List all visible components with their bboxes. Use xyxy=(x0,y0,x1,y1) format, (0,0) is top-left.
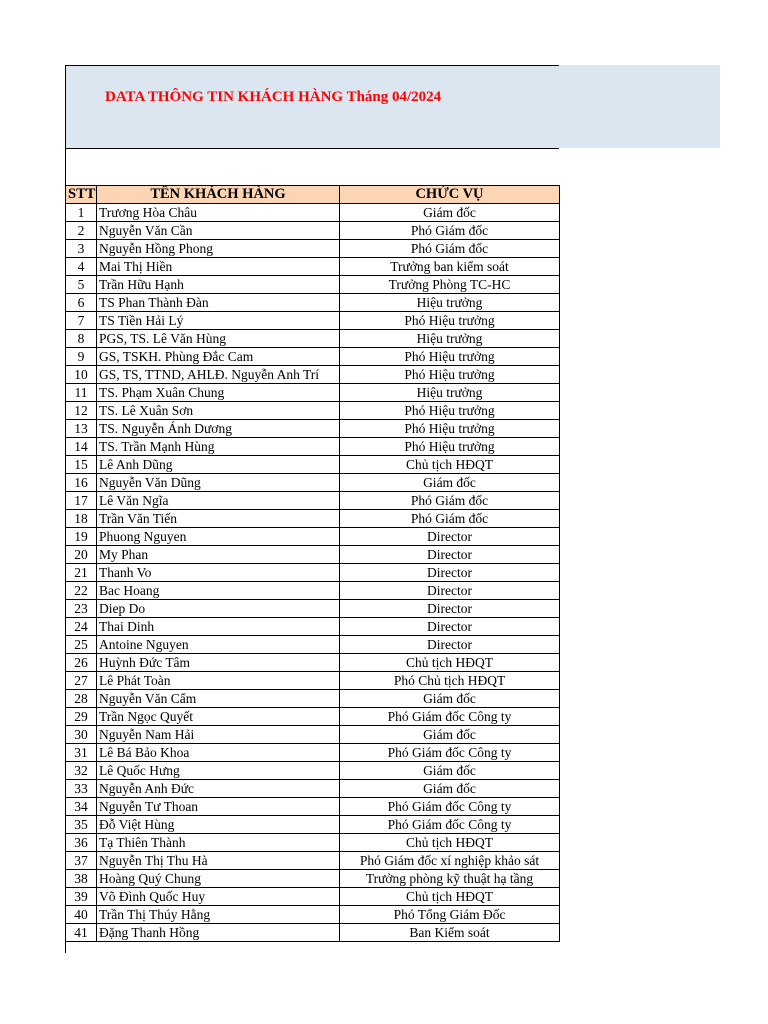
cell-customer-name[interactable]: Lê Bá Bảo Khoa xyxy=(97,744,340,762)
cell-stt[interactable]: 10 xyxy=(66,366,97,384)
column-header-stt[interactable]: STT xyxy=(66,186,97,204)
cell-stt[interactable]: 38 xyxy=(66,870,97,888)
cell-stt[interactable]: 9 xyxy=(66,348,97,366)
cell-customer-name[interactable]: Trần Văn Tiến xyxy=(97,510,340,528)
table-row xyxy=(66,888,560,906)
cell-role[interactable]: Ban Kiểm soát xyxy=(340,924,560,942)
cell-customer-name[interactable]: TS. Nguyễn Ánh Dương xyxy=(97,420,340,438)
cell-customer-name[interactable]: Thai Dinh xyxy=(97,618,340,636)
cell-role[interactable]: Giám đốc xyxy=(340,474,560,492)
cell-stt[interactable]: 11 xyxy=(66,384,97,402)
column-header-name[interactable]: TÊN KHÁCH HÀNG xyxy=(97,186,340,204)
cell-role[interactable]: Director xyxy=(340,546,560,564)
cell-customer-name[interactable]: Nguyễn Nam Hải xyxy=(97,726,340,744)
cell-customer-name[interactable]: Thanh Vo xyxy=(97,564,340,582)
cell-stt[interactable]: 12 xyxy=(66,402,97,420)
cell-role[interactable]: Trưởng Phòng TC-HC xyxy=(340,276,560,294)
cell-customer-name[interactable]: Trần Thị Thúy Hằng xyxy=(97,906,340,924)
cell-role[interactable]: Director xyxy=(340,600,560,618)
cell-stt[interactable]: 29 xyxy=(66,708,97,726)
table-row xyxy=(66,798,560,816)
cell-customer-name[interactable]: Bac Hoang xyxy=(97,582,340,600)
cell-customer-name[interactable]: TS Phan Thành Đàn xyxy=(97,294,340,312)
cell-role[interactable]: Director xyxy=(340,582,560,600)
cell-customer-name[interactable]: Võ Đình Quốc Huy xyxy=(97,888,340,906)
cell-role[interactable]: Phó Hiệu trưởng xyxy=(340,438,560,456)
table-row xyxy=(66,690,560,708)
table-row xyxy=(66,744,560,762)
cell-role[interactable]: Phó Giám đốc xyxy=(340,240,560,258)
table-row xyxy=(66,564,560,582)
table-row xyxy=(66,870,560,888)
table-row xyxy=(66,294,560,312)
cell-customer-name[interactable]: Lê Anh Dũng xyxy=(97,456,340,474)
cell-customer-name[interactable]: GS, TSKH. Phùng Đắc Cam xyxy=(97,348,340,366)
cell-role[interactable]: Hiệu trưởng xyxy=(340,330,560,348)
cell-stt[interactable]: 28 xyxy=(66,690,97,708)
cell-customer-name[interactable]: Lê Văn Ngĩa xyxy=(97,492,340,510)
table-row xyxy=(66,510,560,528)
cell-stt[interactable]: 19 xyxy=(66,528,97,546)
cell-stt[interactable]: 8 xyxy=(66,330,97,348)
cell-role[interactable]: Giám đốc xyxy=(340,726,560,744)
cell-stt[interactable]: 34 xyxy=(66,798,97,816)
table-row xyxy=(66,474,560,492)
cell-stt[interactable]: 27 xyxy=(66,672,97,690)
table-row xyxy=(66,816,560,834)
cell-stt[interactable]: 33 xyxy=(66,780,97,798)
cell-customer-name[interactable]: GS, TS, TTND, AHLĐ. Nguyễn Anh Trí xyxy=(97,366,340,384)
table-row xyxy=(66,528,560,546)
table-row xyxy=(66,366,560,384)
cell-customer-name[interactable]: TS. Lê Xuân Sơn xyxy=(97,402,340,420)
cell-stt[interactable]: 23 xyxy=(66,600,97,618)
cell-role[interactable]: Phó Giám đốc xyxy=(340,492,560,510)
cell-stt[interactable]: 17 xyxy=(66,492,97,510)
cell-stt[interactable]: 22 xyxy=(66,582,97,600)
cell-customer-name[interactable]: Lê Quốc Hưng xyxy=(97,762,340,780)
table-row xyxy=(66,348,560,366)
title-row-divider xyxy=(65,148,559,149)
cell-stt[interactable]: 40 xyxy=(66,906,97,924)
table-row xyxy=(66,654,560,672)
cell-role[interactable]: Phó Giám đốc xyxy=(340,222,560,240)
table-row xyxy=(66,906,560,924)
table-row xyxy=(66,852,560,870)
cell-stt[interactable]: 14 xyxy=(66,438,97,456)
table-row xyxy=(66,312,560,330)
cell-stt[interactable]: 5 xyxy=(66,276,97,294)
cell-customer-name[interactable]: Nguyễn Hồng Phong xyxy=(97,240,340,258)
cell-role[interactable]: Phó Giám đốc Công ty xyxy=(340,816,560,834)
cell-role[interactable]: Chủ tịch HĐQT xyxy=(340,888,560,906)
cell-customer-name[interactable]: Đặng Thanh Hồng xyxy=(97,924,340,942)
cell-stt[interactable]: 39 xyxy=(66,888,97,906)
table-row xyxy=(66,420,560,438)
cell-customer-name[interactable]: Nguyễn Thị Thu Hà xyxy=(97,852,340,870)
table-row xyxy=(66,582,560,600)
cell-customer-name[interactable]: My Phan xyxy=(97,546,340,564)
cell-role[interactable]: Chủ tịch HĐQT xyxy=(340,456,560,474)
cell-role[interactable]: Giám đốc xyxy=(340,204,560,222)
cell-customer-name[interactable]: Diep Do xyxy=(97,600,340,618)
cell-role[interactable]: Director xyxy=(340,564,560,582)
cell-customer-name[interactable]: Nguyễn Văn Dũng xyxy=(97,474,340,492)
cell-customer-name[interactable]: PGS, TS. Lê Văn Hùng xyxy=(97,330,340,348)
cell-role[interactable]: Phó Hiệu trưởng xyxy=(340,402,560,420)
table-row xyxy=(66,924,560,942)
cell-role[interactable]: Giám đốc xyxy=(340,690,560,708)
table-row xyxy=(66,708,560,726)
cell-customer-name[interactable]: TS. Trần Mạnh Hùng xyxy=(97,438,340,456)
cell-customer-name[interactable]: TS Tiền Hải Lý xyxy=(97,312,340,330)
cell-stt[interactable]: 3 xyxy=(66,240,97,258)
cell-customer-name[interactable]: Phuong Nguyen xyxy=(97,528,340,546)
cell-customer-name[interactable]: Nguyễn Văn Cần xyxy=(97,222,340,240)
cell-stt[interactable]: 16 xyxy=(66,474,97,492)
sheet-title: DATA THÔNG TIN KHÁCH HÀNG Tháng 04/2024 xyxy=(105,89,442,105)
cell-customer-name[interactable]: Trương Hòa Châu xyxy=(97,204,340,222)
cell-customer-name[interactable]: Nguyễn Anh Đức xyxy=(97,780,340,798)
table-row xyxy=(66,456,560,474)
table-body xyxy=(66,204,560,942)
table-row xyxy=(66,204,560,222)
cell-role[interactable]: Phó Giám đốc Công ty xyxy=(340,708,560,726)
table-row xyxy=(66,276,560,294)
cell-role[interactable]: Director xyxy=(340,528,560,546)
cell-customer-name[interactable]: Nguyễn Văn Cẩm xyxy=(97,690,340,708)
cell-stt[interactable]: 7 xyxy=(66,312,97,330)
table-row xyxy=(66,492,560,510)
cell-stt[interactable]: 31 xyxy=(66,744,97,762)
cell-role[interactable]: Phó Chủ tịch HĐQT xyxy=(340,672,560,690)
cell-role[interactable]: Phó Giám đốc xí nghiệp khảo sát xyxy=(340,852,560,870)
cell-stt[interactable]: 36 xyxy=(66,834,97,852)
cell-stt[interactable]: 1 xyxy=(66,204,97,222)
cell-customer-name[interactable]: Lê Phát Toàn xyxy=(97,672,340,690)
cell-role[interactable]: Phó Hiệu trưởng xyxy=(340,366,560,384)
cell-stt[interactable]: 32 xyxy=(66,762,97,780)
cell-role[interactable]: Chủ tịch HĐQT xyxy=(340,654,560,672)
table-row xyxy=(66,384,560,402)
cell-customer-name[interactable]: Trần Hữu Hạnh xyxy=(97,276,340,294)
cell-role[interactable]: Phó Giám đốc xyxy=(340,510,560,528)
table-header-row xyxy=(66,186,560,204)
cell-role[interactable]: Phó Hiệu trưởng xyxy=(340,420,560,438)
cell-stt[interactable]: 4 xyxy=(66,258,97,276)
cell-customer-name[interactable]: Tạ Thiên Thành xyxy=(97,834,340,852)
cell-role[interactable]: Trưởng phòng kỹ thuật hạ tầng xyxy=(340,870,560,888)
cell-role[interactable]: Giám đốc xyxy=(340,762,560,780)
cell-stt[interactable]: 25 xyxy=(66,636,97,654)
table-row xyxy=(66,438,560,456)
cell-stt[interactable]: 13 xyxy=(66,420,97,438)
cell-stt[interactable]: 6 xyxy=(66,294,97,312)
cell-customer-name[interactable]: Huỳnh Đức Tâm xyxy=(97,654,340,672)
cell-role[interactable]: Phó Hiệu trưởng xyxy=(340,312,560,330)
table-row xyxy=(66,330,560,348)
cell-stt[interactable]: 35 xyxy=(66,816,97,834)
table-row xyxy=(66,258,560,276)
cell-stt[interactable]: 41 xyxy=(66,924,97,942)
cell-role[interactable]: Director xyxy=(340,636,560,654)
table-row xyxy=(66,726,560,744)
cell-role[interactable]: Giám đốc xyxy=(340,780,560,798)
cell-role[interactable]: Phó Hiệu trưởng xyxy=(340,348,560,366)
cell-role[interactable]: Hiệu trưởng xyxy=(340,294,560,312)
cell-stt[interactable]: 18 xyxy=(66,510,97,528)
table-row xyxy=(66,222,560,240)
cell-role[interactable]: Trưởng ban kiểm soát xyxy=(340,258,560,276)
cell-customer-name[interactable]: Nguyễn Tư Thoan xyxy=(97,798,340,816)
table-row xyxy=(66,402,560,420)
cell-stt[interactable]: 37 xyxy=(66,852,97,870)
cell-customer-name[interactable]: Đỗ Việt Hùng xyxy=(97,816,340,834)
table-row xyxy=(66,762,560,780)
cell-customer-name[interactable]: Antoine Nguyen xyxy=(97,636,340,654)
table-row xyxy=(66,672,560,690)
cell-stt[interactable]: 26 xyxy=(66,654,97,672)
cell-customer-name[interactable]: TS. Phạm Xuân Chung xyxy=(97,384,340,402)
table-row xyxy=(66,546,560,564)
table-row xyxy=(66,240,560,258)
cell-customer-name[interactable]: Trần Ngọc Quyết xyxy=(97,708,340,726)
customer-table xyxy=(65,185,560,942)
cell-stt[interactable]: 21 xyxy=(66,564,97,582)
cell-role[interactable]: Hiệu trưởng xyxy=(340,384,560,402)
cell-role[interactable]: Phó Giám đốc Công ty xyxy=(340,798,560,816)
cell-stt[interactable]: 2 xyxy=(66,222,97,240)
cell-stt[interactable]: 20 xyxy=(66,546,97,564)
cell-role[interactable]: Phó Giám đốc Công ty xyxy=(340,744,560,762)
cell-customer-name[interactable]: Mai Thị Hiền xyxy=(97,258,340,276)
cell-stt[interactable]: 30 xyxy=(66,726,97,744)
cell-role[interactable]: Chủ tịch HĐQT xyxy=(340,834,560,852)
cell-stt[interactable]: 15 xyxy=(66,456,97,474)
cell-customer-name[interactable]: Hoàng Quý Chung xyxy=(97,870,340,888)
table-row xyxy=(66,636,560,654)
table-row xyxy=(66,618,560,636)
table-row xyxy=(66,600,560,618)
cell-role[interactable]: Phó Tổng Giám Đốc xyxy=(340,906,560,924)
table-row xyxy=(66,834,560,852)
column-header-role[interactable]: CHỨC VỤ xyxy=(340,186,560,204)
table-row xyxy=(66,780,560,798)
cell-stt[interactable]: 24 xyxy=(66,618,97,636)
cell-role[interactable]: Director xyxy=(340,618,560,636)
